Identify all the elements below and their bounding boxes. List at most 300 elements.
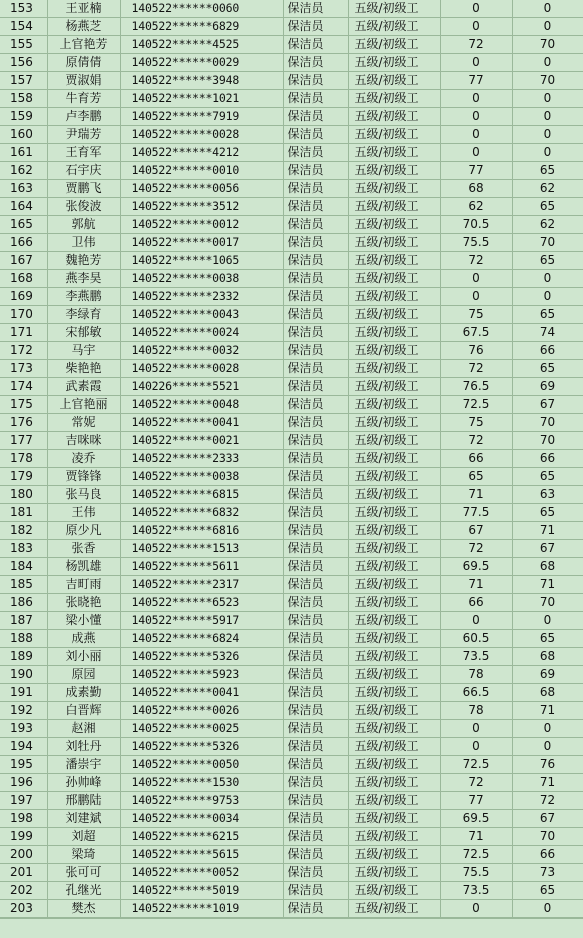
- practical-score-cell[interactable]: 73: [512, 864, 583, 882]
- skill-level-cell[interactable]: 五级/初级工: [348, 504, 440, 522]
- job-title-cell[interactable]: 保洁员: [283, 774, 348, 792]
- theory-score-cell[interactable]: 0: [440, 144, 512, 162]
- id-number-cell[interactable]: 140226******5521: [120, 378, 283, 396]
- practical-score-cell[interactable]: 71: [512, 702, 583, 720]
- person-name-cell[interactable]: 张香: [47, 540, 120, 558]
- id-number-cell[interactable]: 140522******5326: [120, 738, 283, 756]
- person-name-cell[interactable]: 吉町雨: [47, 576, 120, 594]
- skill-level-cell[interactable]: 五级/初级工: [348, 846, 440, 864]
- row-number-cell[interactable]: 198: [0, 810, 47, 828]
- skill-level-cell[interactable]: 五级/初级工: [348, 666, 440, 684]
- practical-score-cell[interactable]: 70: [512, 594, 583, 612]
- row-number-cell[interactable]: 178: [0, 450, 47, 468]
- skill-level-cell[interactable]: 五级/初级工: [348, 126, 440, 144]
- theory-score-cell[interactable]: 77: [440, 792, 512, 810]
- skill-level-cell[interactable]: 五级/初级工: [348, 810, 440, 828]
- practical-score-cell[interactable]: 0: [512, 720, 583, 738]
- row-number-cell[interactable]: 193: [0, 720, 47, 738]
- row-number-cell[interactable]: 155: [0, 36, 47, 54]
- row-number-cell[interactable]: 200: [0, 846, 47, 864]
- person-name-cell[interactable]: 燕李昊: [47, 270, 120, 288]
- id-number-cell[interactable]: 140522******4212: [120, 144, 283, 162]
- id-number-cell[interactable]: 140522******0034: [120, 810, 283, 828]
- theory-score-cell[interactable]: 72: [440, 36, 512, 54]
- id-number-cell[interactable]: 140522******2333: [120, 450, 283, 468]
- person-name-cell[interactable]: 张俊波: [47, 198, 120, 216]
- practical-score-cell[interactable]: 68: [512, 648, 583, 666]
- person-name-cell[interactable]: 原少凡: [47, 522, 120, 540]
- practical-score-cell[interactable]: 65: [512, 360, 583, 378]
- theory-score-cell[interactable]: 65: [440, 468, 512, 486]
- job-title-cell[interactable]: 保洁员: [283, 342, 348, 360]
- id-number-cell[interactable]: 140522******0010: [120, 162, 283, 180]
- job-title-cell[interactable]: 保洁员: [283, 882, 348, 900]
- job-title-cell[interactable]: 保洁员: [283, 504, 348, 522]
- job-title-cell[interactable]: 保洁员: [283, 396, 348, 414]
- row-number-cell[interactable]: 196: [0, 774, 47, 792]
- theory-score-cell[interactable]: 71: [440, 486, 512, 504]
- id-number-cell[interactable]: 140522******5917: [120, 612, 283, 630]
- skill-level-cell[interactable]: 五级/初级工: [348, 720, 440, 738]
- id-number-cell[interactable]: 140522******6815: [120, 486, 283, 504]
- person-name-cell[interactable]: 成素勤: [47, 684, 120, 702]
- job-title-cell[interactable]: 保洁员: [283, 702, 348, 720]
- skill-level-cell[interactable]: 五级/初级工: [348, 18, 440, 36]
- person-name-cell[interactable]: 贾锋锋: [47, 468, 120, 486]
- practical-score-cell[interactable]: 0: [512, 144, 583, 162]
- id-number-cell[interactable]: 140522******0017: [120, 234, 283, 252]
- row-number-cell[interactable]: 184: [0, 558, 47, 576]
- theory-score-cell[interactable]: 0: [440, 0, 512, 18]
- theory-score-cell[interactable]: 0: [440, 900, 512, 918]
- person-name-cell[interactable]: 魏艳芳: [47, 252, 120, 270]
- skill-level-cell[interactable]: 五级/初级工: [348, 450, 440, 468]
- skill-level-cell[interactable]: 五级/初级工: [348, 0, 440, 18]
- row-number-cell[interactable]: 187: [0, 612, 47, 630]
- id-number-cell[interactable]: 140522******5615: [120, 846, 283, 864]
- skill-level-cell[interactable]: 五级/初级工: [348, 360, 440, 378]
- theory-score-cell[interactable]: 0: [440, 612, 512, 630]
- skill-level-cell[interactable]: 五级/初级工: [348, 342, 440, 360]
- row-number-cell[interactable]: 172: [0, 342, 47, 360]
- person-name-cell[interactable]: 杨燕芝: [47, 18, 120, 36]
- job-title-cell[interactable]: 保洁员: [283, 324, 348, 342]
- person-name-cell[interactable]: 张可可: [47, 864, 120, 882]
- job-title-cell[interactable]: 保洁员: [283, 756, 348, 774]
- skill-level-cell[interactable]: 五级/初级工: [348, 702, 440, 720]
- practical-score-cell[interactable]: 72: [512, 792, 583, 810]
- id-number-cell[interactable]: 140522******0024: [120, 324, 283, 342]
- id-number-cell[interactable]: 140522******6829: [120, 18, 283, 36]
- person-name-cell[interactable]: 白晋辉: [47, 702, 120, 720]
- row-number-cell[interactable]: 180: [0, 486, 47, 504]
- job-title-cell[interactable]: 保洁员: [283, 720, 348, 738]
- id-number-cell[interactable]: 140522******0032: [120, 342, 283, 360]
- practical-score-cell[interactable]: 67: [512, 396, 583, 414]
- person-name-cell[interactable]: 成燕: [47, 630, 120, 648]
- theory-score-cell[interactable]: 0: [440, 108, 512, 126]
- skill-level-cell[interactable]: 五级/初级工: [348, 540, 440, 558]
- job-title-cell[interactable]: 保洁员: [283, 468, 348, 486]
- skill-level-cell[interactable]: 五级/初级工: [348, 162, 440, 180]
- job-title-cell[interactable]: 保洁员: [283, 486, 348, 504]
- practical-score-cell[interactable]: 65: [512, 252, 583, 270]
- skill-level-cell[interactable]: 五级/初级工: [348, 522, 440, 540]
- theory-score-cell[interactable]: 78: [440, 666, 512, 684]
- person-name-cell[interactable]: 石宇庆: [47, 162, 120, 180]
- person-name-cell[interactable]: 潘崇宇: [47, 756, 120, 774]
- person-name-cell[interactable]: 上官艳丽: [47, 396, 120, 414]
- person-name-cell[interactable]: 王伟: [47, 504, 120, 522]
- id-number-cell[interactable]: 140522******1019: [120, 900, 283, 918]
- row-number-cell[interactable]: 203: [0, 900, 47, 918]
- theory-score-cell[interactable]: 0: [440, 288, 512, 306]
- id-number-cell[interactable]: 140522******0028: [120, 360, 283, 378]
- job-title-cell[interactable]: 保洁员: [283, 450, 348, 468]
- skill-level-cell[interactable]: 五级/初级工: [348, 864, 440, 882]
- person-name-cell[interactable]: 邢鹏陆: [47, 792, 120, 810]
- skill-level-cell[interactable]: 五级/初级工: [348, 648, 440, 666]
- practical-score-cell[interactable]: 62: [512, 180, 583, 198]
- row-number-cell[interactable]: 164: [0, 198, 47, 216]
- job-title-cell[interactable]: 保洁员: [283, 576, 348, 594]
- practical-score-cell[interactable]: 0: [512, 90, 583, 108]
- skill-level-cell[interactable]: 五级/初级工: [348, 630, 440, 648]
- person-name-cell[interactable]: 马宇: [47, 342, 120, 360]
- practical-score-cell[interactable]: 62: [512, 216, 583, 234]
- job-title-cell[interactable]: 保洁员: [283, 216, 348, 234]
- row-number-cell[interactable]: 159: [0, 108, 47, 126]
- job-title-cell[interactable]: 保洁员: [283, 234, 348, 252]
- skill-level-cell[interactable]: 五级/初级工: [348, 324, 440, 342]
- job-title-cell[interactable]: 保洁员: [283, 162, 348, 180]
- job-title-cell[interactable]: 保洁员: [283, 666, 348, 684]
- practical-score-cell[interactable]: 0: [512, 18, 583, 36]
- theory-score-cell[interactable]: 75: [440, 414, 512, 432]
- practical-score-cell[interactable]: 67: [512, 810, 583, 828]
- row-number-cell[interactable]: 197: [0, 792, 47, 810]
- job-title-cell[interactable]: 保洁员: [283, 792, 348, 810]
- job-title-cell[interactable]: 保洁员: [283, 108, 348, 126]
- person-name-cell[interactable]: 常妮: [47, 414, 120, 432]
- skill-level-cell[interactable]: 五级/初级工: [348, 108, 440, 126]
- job-title-cell[interactable]: 保洁员: [283, 54, 348, 72]
- id-number-cell[interactable]: 140522******0029: [120, 54, 283, 72]
- id-number-cell[interactable]: 140522******1530: [120, 774, 283, 792]
- job-title-cell[interactable]: 保洁员: [283, 828, 348, 846]
- job-title-cell[interactable]: 保洁员: [283, 414, 348, 432]
- id-number-cell[interactable]: 140522******5326: [120, 648, 283, 666]
- practical-score-cell[interactable]: 74: [512, 324, 583, 342]
- skill-level-cell[interactable]: 五级/初级工: [348, 180, 440, 198]
- theory-score-cell[interactable]: 75.5: [440, 864, 512, 882]
- row-number-cell[interactable]: 158: [0, 90, 47, 108]
- id-number-cell[interactable]: 140522******4525: [120, 36, 283, 54]
- theory-score-cell[interactable]: 72: [440, 252, 512, 270]
- person-name-cell[interactable]: 王育军: [47, 144, 120, 162]
- row-number-cell[interactable]: 169: [0, 288, 47, 306]
- row-number-cell[interactable]: 168: [0, 270, 47, 288]
- row-number-cell[interactable]: 182: [0, 522, 47, 540]
- id-number-cell[interactable]: 140522******2317: [120, 576, 283, 594]
- id-number-cell[interactable]: 140522******0028: [120, 126, 283, 144]
- skill-level-cell[interactable]: 五级/初级工: [348, 90, 440, 108]
- job-title-cell[interactable]: 保洁员: [283, 180, 348, 198]
- practical-score-cell[interactable]: 0: [512, 900, 583, 918]
- theory-score-cell[interactable]: 0: [440, 54, 512, 72]
- id-number-cell[interactable]: 140522******0012: [120, 216, 283, 234]
- skill-level-cell[interactable]: 五级/初级工: [348, 828, 440, 846]
- theory-score-cell[interactable]: 72: [440, 774, 512, 792]
- person-name-cell[interactable]: 杨凯雄: [47, 558, 120, 576]
- person-name-cell[interactable]: 刘牡丹: [47, 738, 120, 756]
- person-name-cell[interactable]: 卫伟: [47, 234, 120, 252]
- id-number-cell[interactable]: 140522******0026: [120, 702, 283, 720]
- person-name-cell[interactable]: 张晓艳: [47, 594, 120, 612]
- theory-score-cell[interactable]: 66.5: [440, 684, 512, 702]
- theory-score-cell[interactable]: 60.5: [440, 630, 512, 648]
- theory-score-cell[interactable]: 78: [440, 702, 512, 720]
- row-number-cell[interactable]: 201: [0, 864, 47, 882]
- theory-score-cell[interactable]: 66: [440, 450, 512, 468]
- practical-score-cell[interactable]: 65: [512, 468, 583, 486]
- skill-level-cell[interactable]: 五级/初级工: [348, 576, 440, 594]
- theory-score-cell[interactable]: 67: [440, 522, 512, 540]
- person-name-cell[interactable]: 武素霞: [47, 378, 120, 396]
- practical-score-cell[interactable]: 66: [512, 846, 583, 864]
- person-name-cell[interactable]: 赵湘: [47, 720, 120, 738]
- practical-score-cell[interactable]: 70: [512, 828, 583, 846]
- skill-level-cell[interactable]: 五级/初级工: [348, 198, 440, 216]
- row-number-cell[interactable]: 166: [0, 234, 47, 252]
- job-title-cell[interactable]: 保洁员: [283, 252, 348, 270]
- theory-score-cell[interactable]: 68: [440, 180, 512, 198]
- job-title-cell[interactable]: 保洁员: [283, 522, 348, 540]
- row-number-cell[interactable]: 195: [0, 756, 47, 774]
- skill-level-cell[interactable]: 五级/初级工: [348, 432, 440, 450]
- person-name-cell[interactable]: 郭航: [47, 216, 120, 234]
- person-name-cell[interactable]: 牛育芳: [47, 90, 120, 108]
- practical-score-cell[interactable]: 76: [512, 756, 583, 774]
- practical-score-cell[interactable]: 65: [512, 504, 583, 522]
- theory-score-cell[interactable]: 0: [440, 270, 512, 288]
- practical-score-cell[interactable]: 67: [512, 540, 583, 558]
- id-number-cell[interactable]: 140522******0052: [120, 864, 283, 882]
- id-number-cell[interactable]: 140522******0060: [120, 0, 283, 18]
- practical-score-cell[interactable]: 66: [512, 450, 583, 468]
- row-number-cell[interactable]: 163: [0, 180, 47, 198]
- id-number-cell[interactable]: 140522******3512: [120, 198, 283, 216]
- theory-score-cell[interactable]: 77.5: [440, 504, 512, 522]
- job-title-cell[interactable]: 保洁员: [283, 270, 348, 288]
- skill-level-cell[interactable]: 五级/初级工: [348, 36, 440, 54]
- theory-score-cell[interactable]: 0: [440, 18, 512, 36]
- job-title-cell[interactable]: 保洁员: [283, 594, 348, 612]
- theory-score-cell[interactable]: 71: [440, 828, 512, 846]
- practical-score-cell[interactable]: 0: [512, 288, 583, 306]
- theory-score-cell[interactable]: 0: [440, 720, 512, 738]
- skill-level-cell[interactable]: 五级/初级工: [348, 414, 440, 432]
- id-number-cell[interactable]: 140522******5611: [120, 558, 283, 576]
- theory-score-cell[interactable]: 75.5: [440, 234, 512, 252]
- row-number-cell[interactable]: 165: [0, 216, 47, 234]
- job-title-cell[interactable]: 保洁员: [283, 432, 348, 450]
- row-number-cell[interactable]: 199: [0, 828, 47, 846]
- theory-score-cell[interactable]: 76.5: [440, 378, 512, 396]
- practical-score-cell[interactable]: 70: [512, 36, 583, 54]
- row-number-cell[interactable]: 202: [0, 882, 47, 900]
- skill-level-cell[interactable]: 五级/初级工: [348, 558, 440, 576]
- skill-level-cell[interactable]: 五级/初级工: [348, 270, 440, 288]
- id-number-cell[interactable]: 140522******1513: [120, 540, 283, 558]
- person-name-cell[interactable]: 李燕鹏: [47, 288, 120, 306]
- person-name-cell[interactable]: 柴艳艳: [47, 360, 120, 378]
- theory-score-cell[interactable]: 70.5: [440, 216, 512, 234]
- job-title-cell[interactable]: 保洁员: [283, 306, 348, 324]
- skill-level-cell[interactable]: 五级/初级工: [348, 396, 440, 414]
- id-number-cell[interactable]: 140522******0043: [120, 306, 283, 324]
- theory-score-cell[interactable]: 67.5: [440, 324, 512, 342]
- row-number-cell[interactable]: 162: [0, 162, 47, 180]
- skill-level-cell[interactable]: 五级/初级工: [348, 234, 440, 252]
- person-name-cell[interactable]: 贾淑娟: [47, 72, 120, 90]
- person-name-cell[interactable]: 上官艳芳: [47, 36, 120, 54]
- skill-level-cell[interactable]: 五级/初级工: [348, 900, 440, 918]
- theory-score-cell[interactable]: 69.5: [440, 810, 512, 828]
- job-title-cell[interactable]: 保洁员: [283, 144, 348, 162]
- person-name-cell[interactable]: 凌乔: [47, 450, 120, 468]
- skill-level-cell[interactable]: 五级/初级工: [348, 486, 440, 504]
- practical-score-cell[interactable]: 68: [512, 558, 583, 576]
- theory-score-cell[interactable]: 69.5: [440, 558, 512, 576]
- skill-level-cell[interactable]: 五级/初级工: [348, 288, 440, 306]
- practical-score-cell[interactable]: 0: [512, 54, 583, 72]
- theory-score-cell[interactable]: 72: [440, 432, 512, 450]
- id-number-cell[interactable]: 140522******0050: [120, 756, 283, 774]
- person-name-cell[interactable]: 吉咪咪: [47, 432, 120, 450]
- person-name-cell[interactable]: 王亚楠: [47, 0, 120, 18]
- theory-score-cell[interactable]: 77: [440, 72, 512, 90]
- theory-score-cell[interactable]: 72.5: [440, 756, 512, 774]
- row-number-cell[interactable]: 174: [0, 378, 47, 396]
- row-number-cell[interactable]: 191: [0, 684, 47, 702]
- job-title-cell[interactable]: 保洁员: [283, 198, 348, 216]
- id-number-cell[interactable]: 140522******6523: [120, 594, 283, 612]
- id-number-cell[interactable]: 140522******6816: [120, 522, 283, 540]
- person-name-cell[interactable]: 张马良: [47, 486, 120, 504]
- practical-score-cell[interactable]: 65: [512, 162, 583, 180]
- practical-score-cell[interactable]: 63: [512, 486, 583, 504]
- job-title-cell[interactable]: 保洁员: [283, 0, 348, 18]
- row-number-cell[interactable]: 154: [0, 18, 47, 36]
- id-number-cell[interactable]: 140522******7919: [120, 108, 283, 126]
- id-number-cell[interactable]: 140522******0021: [120, 432, 283, 450]
- practical-score-cell[interactable]: 68: [512, 684, 583, 702]
- practical-score-cell[interactable]: 71: [512, 774, 583, 792]
- practical-score-cell[interactable]: 71: [512, 522, 583, 540]
- theory-score-cell[interactable]: 77: [440, 162, 512, 180]
- person-name-cell[interactable]: 原园: [47, 666, 120, 684]
- theory-score-cell[interactable]: 0: [440, 738, 512, 756]
- id-number-cell[interactable]: 140522******0025: [120, 720, 283, 738]
- person-name-cell[interactable]: 刘建斌: [47, 810, 120, 828]
- practical-score-cell[interactable]: 69: [512, 666, 583, 684]
- id-number-cell[interactable]: 140522******0038: [120, 468, 283, 486]
- skill-level-cell[interactable]: 五级/初级工: [348, 756, 440, 774]
- id-number-cell[interactable]: 140522******6824: [120, 630, 283, 648]
- skill-level-cell[interactable]: 五级/初级工: [348, 882, 440, 900]
- theory-score-cell[interactable]: 72: [440, 540, 512, 558]
- job-title-cell[interactable]: 保洁员: [283, 738, 348, 756]
- person-name-cell[interactable]: 樊杰: [47, 900, 120, 918]
- id-number-cell[interactable]: 140522******3948: [120, 72, 283, 90]
- theory-score-cell[interactable]: 62: [440, 198, 512, 216]
- person-name-cell[interactable]: 卢李鹏: [47, 108, 120, 126]
- row-number-cell[interactable]: 176: [0, 414, 47, 432]
- theory-score-cell[interactable]: 73.5: [440, 882, 512, 900]
- job-title-cell[interactable]: 保洁员: [283, 810, 348, 828]
- row-number-cell[interactable]: 153: [0, 0, 47, 18]
- job-title-cell[interactable]: 保洁员: [283, 126, 348, 144]
- practical-score-cell[interactable]: 70: [512, 432, 583, 450]
- id-number-cell[interactable]: 140522******6215: [120, 828, 283, 846]
- practical-score-cell[interactable]: 65: [512, 306, 583, 324]
- id-number-cell[interactable]: 140522******0041: [120, 684, 283, 702]
- theory-score-cell[interactable]: 73.5: [440, 648, 512, 666]
- theory-score-cell[interactable]: 71: [440, 576, 512, 594]
- skill-level-cell[interactable]: 五级/初级工: [348, 54, 440, 72]
- job-title-cell[interactable]: 保洁员: [283, 90, 348, 108]
- row-number-cell[interactable]: 181: [0, 504, 47, 522]
- practical-score-cell[interactable]: 70: [512, 234, 583, 252]
- row-number-cell[interactable]: 167: [0, 252, 47, 270]
- skill-level-cell[interactable]: 五级/初级工: [348, 738, 440, 756]
- theory-score-cell[interactable]: 72.5: [440, 396, 512, 414]
- job-title-cell[interactable]: 保洁员: [283, 360, 348, 378]
- practical-score-cell[interactable]: 65: [512, 198, 583, 216]
- job-title-cell[interactable]: 保洁员: [283, 36, 348, 54]
- person-name-cell[interactable]: 梁琦: [47, 846, 120, 864]
- practical-score-cell[interactable]: 65: [512, 882, 583, 900]
- skill-level-cell[interactable]: 五级/初级工: [348, 468, 440, 486]
- practical-score-cell[interactable]: 0: [512, 738, 583, 756]
- id-number-cell[interactable]: 140522******0038: [120, 270, 283, 288]
- row-number-cell[interactable]: 177: [0, 432, 47, 450]
- id-number-cell[interactable]: 140522******5923: [120, 666, 283, 684]
- id-number-cell[interactable]: 140522******0041: [120, 414, 283, 432]
- theory-score-cell[interactable]: 66: [440, 594, 512, 612]
- job-title-cell[interactable]: 保洁员: [283, 630, 348, 648]
- skill-level-cell[interactable]: 五级/初级工: [348, 684, 440, 702]
- id-number-cell[interactable]: 140522******0056: [120, 180, 283, 198]
- row-number-cell[interactable]: 192: [0, 702, 47, 720]
- skill-level-cell[interactable]: 五级/初级工: [348, 144, 440, 162]
- skill-level-cell[interactable]: 五级/初级工: [348, 594, 440, 612]
- id-number-cell[interactable]: 140522******1065: [120, 252, 283, 270]
- job-title-cell[interactable]: 保洁员: [283, 72, 348, 90]
- skill-level-cell[interactable]: 五级/初级工: [348, 378, 440, 396]
- skill-level-cell[interactable]: 五级/初级工: [348, 774, 440, 792]
- theory-score-cell[interactable]: 76: [440, 342, 512, 360]
- row-number-cell[interactable]: 160: [0, 126, 47, 144]
- id-number-cell[interactable]: 140522******6832: [120, 504, 283, 522]
- job-title-cell[interactable]: 保洁员: [283, 558, 348, 576]
- job-title-cell[interactable]: 保洁员: [283, 288, 348, 306]
- skill-level-cell[interactable]: 五级/初级工: [348, 306, 440, 324]
- person-name-cell[interactable]: 梁小懂: [47, 612, 120, 630]
- id-number-cell[interactable]: 140522******2332: [120, 288, 283, 306]
- job-title-cell[interactable]: 保洁员: [283, 18, 348, 36]
